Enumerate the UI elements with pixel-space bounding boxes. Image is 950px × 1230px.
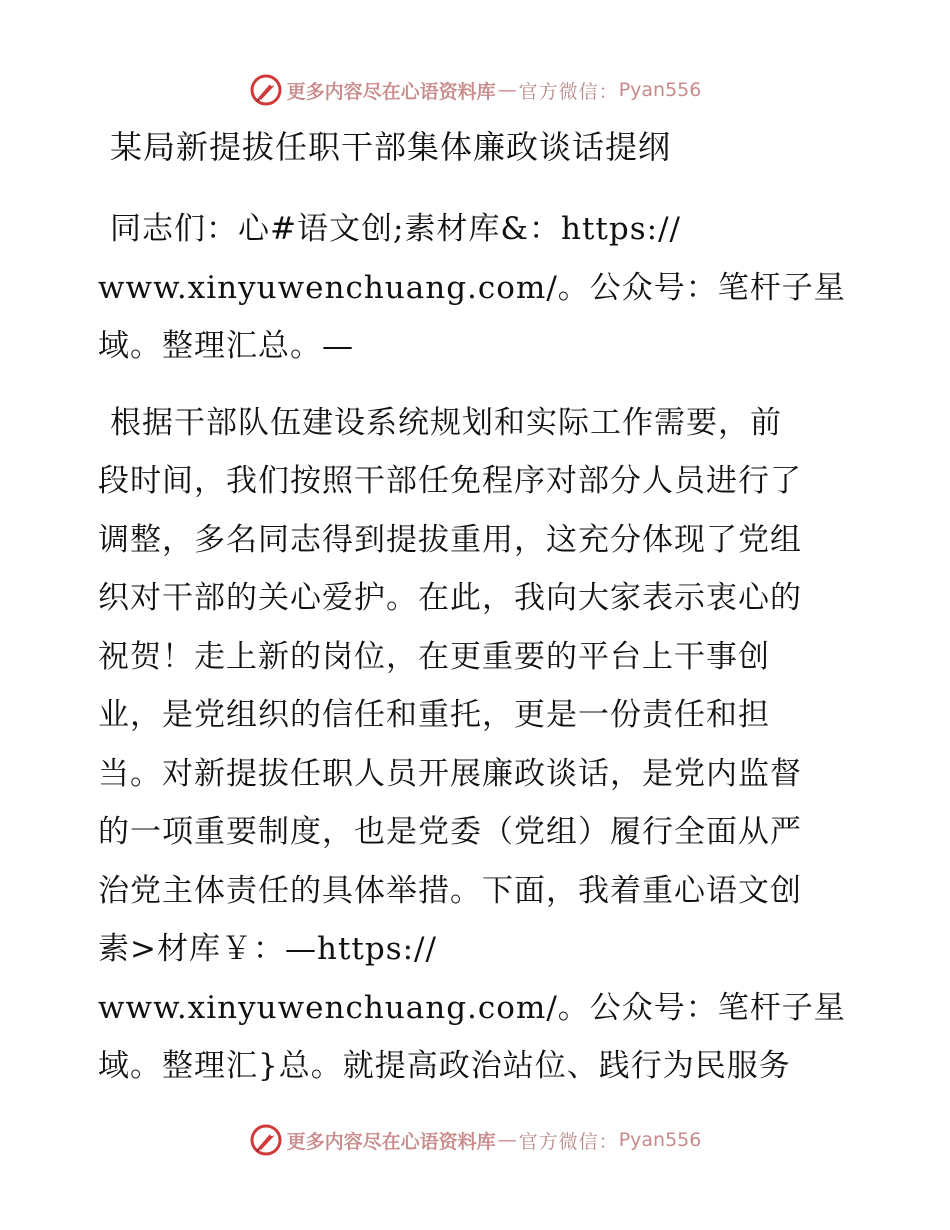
body-line: 治党主体责任的具体举措。下面，我着重心语文创 bbox=[98, 872, 802, 909]
body-line: 根据干部队伍建设系统规划和实际工作需要，前 bbox=[110, 404, 782, 441]
body-line: 素>材库￥：—https:// bbox=[98, 931, 437, 967]
banner-official-label: 官方微信： bbox=[518, 80, 619, 103]
body-line: www.xinyuwenchuang.com/。公众号：笔杆子星 bbox=[98, 989, 846, 1026]
pen-quill-logo-icon bbox=[249, 1123, 283, 1157]
body-line: 织对干部的关心爱护。在此，我向大家表示衷心的 bbox=[98, 580, 802, 616]
banner-dash: — bbox=[497, 79, 517, 101]
document-body bbox=[98, 122, 878, 1096]
body-line: 的一项重要制度，也是党委（党组）履行全面从严 bbox=[98, 814, 802, 850]
banner-wechat-id: Pyan556 bbox=[618, 1129, 702, 1151]
banner-text: 更多内容尽在心语资料库 bbox=[286, 1130, 496, 1153]
greeting-line: 域。整理汇总。— bbox=[98, 328, 354, 364]
header-watermark-banner bbox=[0, 70, 950, 110]
greeting-line: www.xinyuwenchuang.com/。公众号：笔杆子星 bbox=[98, 269, 846, 306]
banner-text: 更多内容尽在心语资料库 bbox=[286, 80, 496, 103]
body-line: 业，是党组织的信任和重托，更是一份责任和担 bbox=[98, 697, 770, 733]
body-line: 当。对新提拔任职人员开展廉政谈话，是党内监督 bbox=[98, 755, 802, 792]
banner-official-label: 官方微信： bbox=[518, 1130, 619, 1153]
greeting-paragraph bbox=[98, 200, 878, 376]
footer-watermark-banner bbox=[0, 1120, 950, 1160]
greeting-line: 同志们：心#语文创;素材库&：https:// bbox=[110, 211, 681, 247]
banner-wechat-id: Pyan556 bbox=[618, 79, 702, 101]
body-line: 段时间，我们按照干部任免程序对部分人员进行了 bbox=[98, 463, 802, 499]
banner-dash: — bbox=[497, 1129, 517, 1151]
pen-quill-logo-icon bbox=[249, 73, 283, 107]
document-title: 某局新提拔任职干部集体廉政谈话提纲 bbox=[110, 128, 672, 166]
body-paragraph bbox=[98, 394, 878, 1096]
body-line: 祝贺！走上新的岗位，在更重要的平台上干事创 bbox=[98, 638, 770, 675]
body-line: 域。整理汇}总。就提高政治站位、践行为民服务 bbox=[98, 1048, 791, 1084]
body-line: 调整，多名同志得到提拔重用，这充分体现了党组 bbox=[98, 521, 802, 558]
